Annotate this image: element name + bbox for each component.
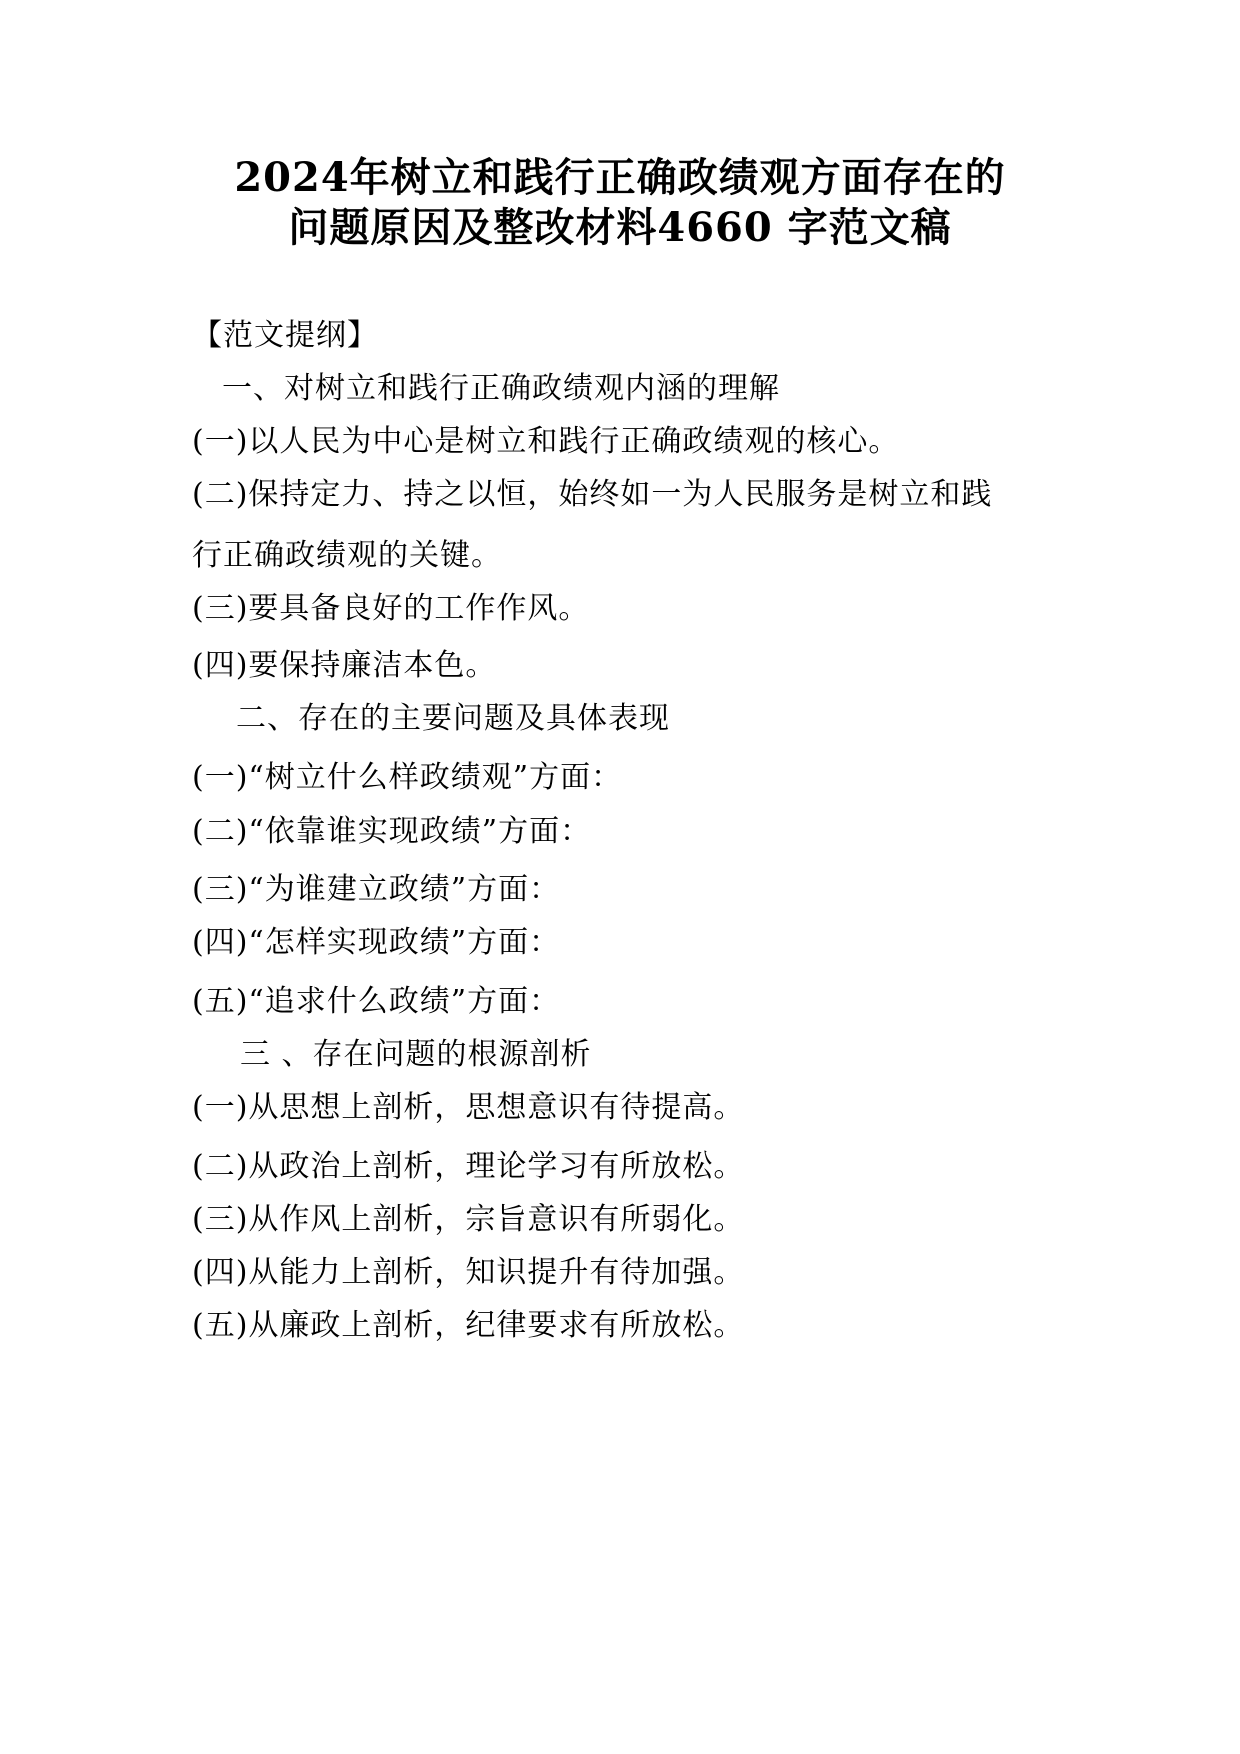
section-3-heading: 三 、存在问题的根源剖析 (240, 1037, 592, 1072)
section-2-item-5: (五)“追求什么政绩”方面： (192, 984, 561, 1019)
section-2-item-3: (三)“为谁建立政绩”方面： (192, 872, 561, 907)
section-3-item-1: (一)从思想上剖析，思想意识有待提高。 (192, 1090, 745, 1125)
section-1-item-3: (三)要具备良好的工作作风。 (192, 591, 590, 626)
section-1-item-2-line-2: 行正确政绩观的关键。 (192, 538, 502, 573)
section-2-item-1: (一)“树立什么样政绩观”方面： (192, 760, 623, 795)
section-3-item-5: (五)从廉政上剖析，纪律要求有所放松。 (192, 1308, 745, 1343)
document-title-line-2: 问题原因及整改材料4660 字范文稿 (288, 204, 952, 251)
outline-heading: 【范文提纲】 (192, 318, 378, 353)
section-1-item-4: (四)要保持廉洁本色。 (192, 648, 497, 683)
section-2-heading: 二、存在的主要问题及具体表现 (236, 701, 670, 736)
section-2-item-2: (二)“依靠谁实现政绩”方面： (192, 814, 592, 849)
section-1-heading: 一、对树立和践行正确政绩观内涵的理解 (222, 371, 780, 406)
section-3-item-2: (二)从政治上剖析，理论学习有所放松。 (192, 1149, 745, 1184)
section-3-item-4: (四)从能力上剖析，知识提升有待加强。 (192, 1255, 745, 1290)
section-2-item-4: (四)“怎样实现政绩”方面： (192, 925, 561, 960)
section-1-item-2-line-1: (二)保持定力、持之以恒，始终如一为人民服务是树立和践 (192, 477, 993, 512)
section-1-item-1: (一)以人民为中心是树立和践行正确政绩观的核心。 (192, 424, 900, 459)
document-title-line-1: 2024年树立和践行正确政绩观方面存在的 (234, 154, 1006, 201)
section-3-item-3: (三)从作风上剖析，宗旨意识有所弱化。 (192, 1202, 745, 1237)
